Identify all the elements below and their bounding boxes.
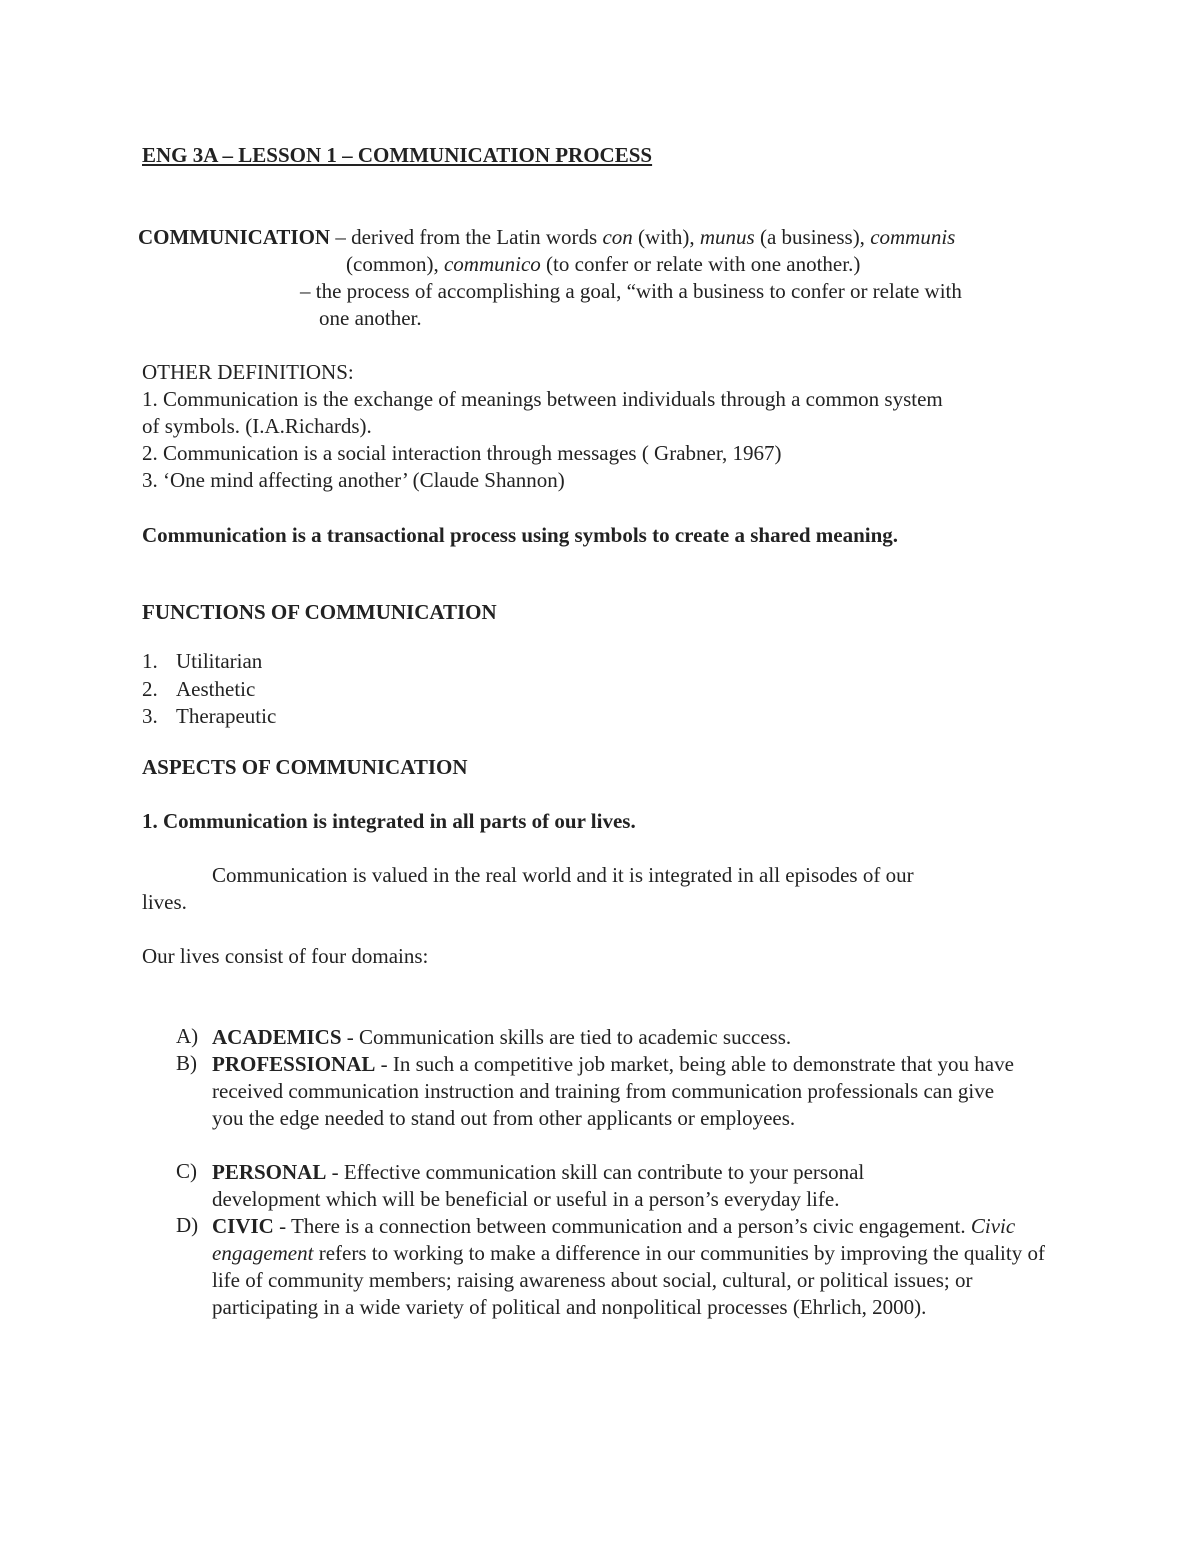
latin-word-munus: munus <box>699 225 755 249</box>
domain-label: CIVIC <box>212 1214 274 1238</box>
domain-letter: C) <box>176 1159 197 1183</box>
definition-line-1: COMMUNICATION – derived from the Latin words con (with), munus (a business), communis <box>138 225 956 249</box>
domain-label: ACADEMICS <box>212 1025 342 1049</box>
key-statement: Communication is a transactional process using symbols to create a shared meaning. <box>142 523 899 547</box>
other-definition-line: 3. ‘One mind affecting another’ (Claude Shannon) <box>142 468 565 492</box>
latin-word-communis: communis <box>870 225 956 249</box>
definition-line-4: one another. <box>319 306 422 330</box>
function-item-text: Utilitarian <box>176 649 263 673</box>
aspect-paragraph-line: lives. <box>142 890 187 914</box>
domain-label: PERSONAL <box>212 1160 327 1184</box>
definition-term: COMMUNICATION <box>138 225 331 249</box>
definition-line-3: – the process of accomplishing a goal, “with a business to confer or relate with <box>300 279 962 303</box>
latin-word-con: con <box>602 225 633 249</box>
document-page: ENG 3A – LESSON 1 – COMMUNICATION PROCESS COMMUNICATION – derived from the Latin words con (with), munus (a business), communis (common), communico (to confer or relate with one another.) – the process of accomplishing a goal, “with a business to confer or relate with one another. OTHER DEFINITIONS: 1. Communication is the exchange of meanings between individuals through a common system of symbols. (I.A.Richards). 2. Communication is a social interaction through messages ( Grabner, 1967) 3. ‘One mind affecting another’ (Claude Shannon) Communication is a transactional process using symbols to create a shared meaning. FUNCTIONS OF COMMUNICATION 1. Utilitarian 2. Aesthetic 3. Therapeutic ASPECTS OF COMMUNICATION 1. Communication is integrated in all parts of our lives. Communication is valued in the real world and it is integrated in all episodes of our lives. Our lives consist of four domains: A) ACADEMICS - Communication skills are tied to academic success. B) PROFESSIONAL - In such a competitive job market, being able to demonstrate that you have received communication instruction and training from communication professionals can give you the edge needed to stand out from other applicants or employees. C) PERSONAL - Effective communication skill can contribute to your personal development which will be beneficial or useful in a person’s everyday life. D) CIVIC - There is a connection between communication and a person’s civic engagement. Civic engagement refers to working to make a difference in our communities by improving the quality of life of community members; raising awareness about social, cultural, or political issues; or participating in a wide variety of political and nonpolitical processes (Ehrlich, 2000). <box>138 143 1045 1319</box>
function-item-text: Aesthetic <box>176 677 256 701</box>
domains-intro: Our lives consist of four domains: <box>142 944 429 968</box>
latin-word-communico: communico <box>443 252 541 276</box>
other-definition-line: 1. Communication is the exchange of meanings between individuals through a common system <box>142 387 943 411</box>
functions-heading: FUNCTIONS OF COMMUNICATION <box>142 600 497 624</box>
function-item-num: 2. <box>142 677 158 701</box>
aspect-subheading: 1. Communication is integrated in all parts of our lives. <box>142 809 636 833</box>
definition-line-2: (common), communico (to confer or relate with one another.) <box>346 252 861 276</box>
domain-letter: A) <box>176 1024 199 1048</box>
other-definition-line: 2. Communication is a social interaction through messages ( Grabner, 1967) <box>142 441 782 465</box>
function-item-num: 1. <box>142 649 158 673</box>
page-title: ENG 3A – LESSON 1 – COMMUNICATION PROCESS <box>142 143 653 167</box>
civic-engagement-term: Civic engagement <box>212 1214 1016 1265</box>
function-item-text: Therapeutic <box>176 704 277 728</box>
domain-letter: D) <box>176 1213 199 1237</box>
other-definition-line: of symbols. (I.A.Richards). <box>142 414 372 438</box>
domain-letter: B) <box>176 1051 197 1075</box>
domain-label: PROFESSIONAL <box>212 1052 376 1076</box>
function-item-num: 3. <box>142 704 158 728</box>
aspects-heading: ASPECTS OF COMMUNICATION <box>142 755 468 779</box>
aspect-paragraph-line: Communication is valued in the real world and it is integrated in all episodes of our <box>212 863 914 887</box>
other-definitions-heading: OTHER DEFINITIONS: <box>142 360 354 384</box>
